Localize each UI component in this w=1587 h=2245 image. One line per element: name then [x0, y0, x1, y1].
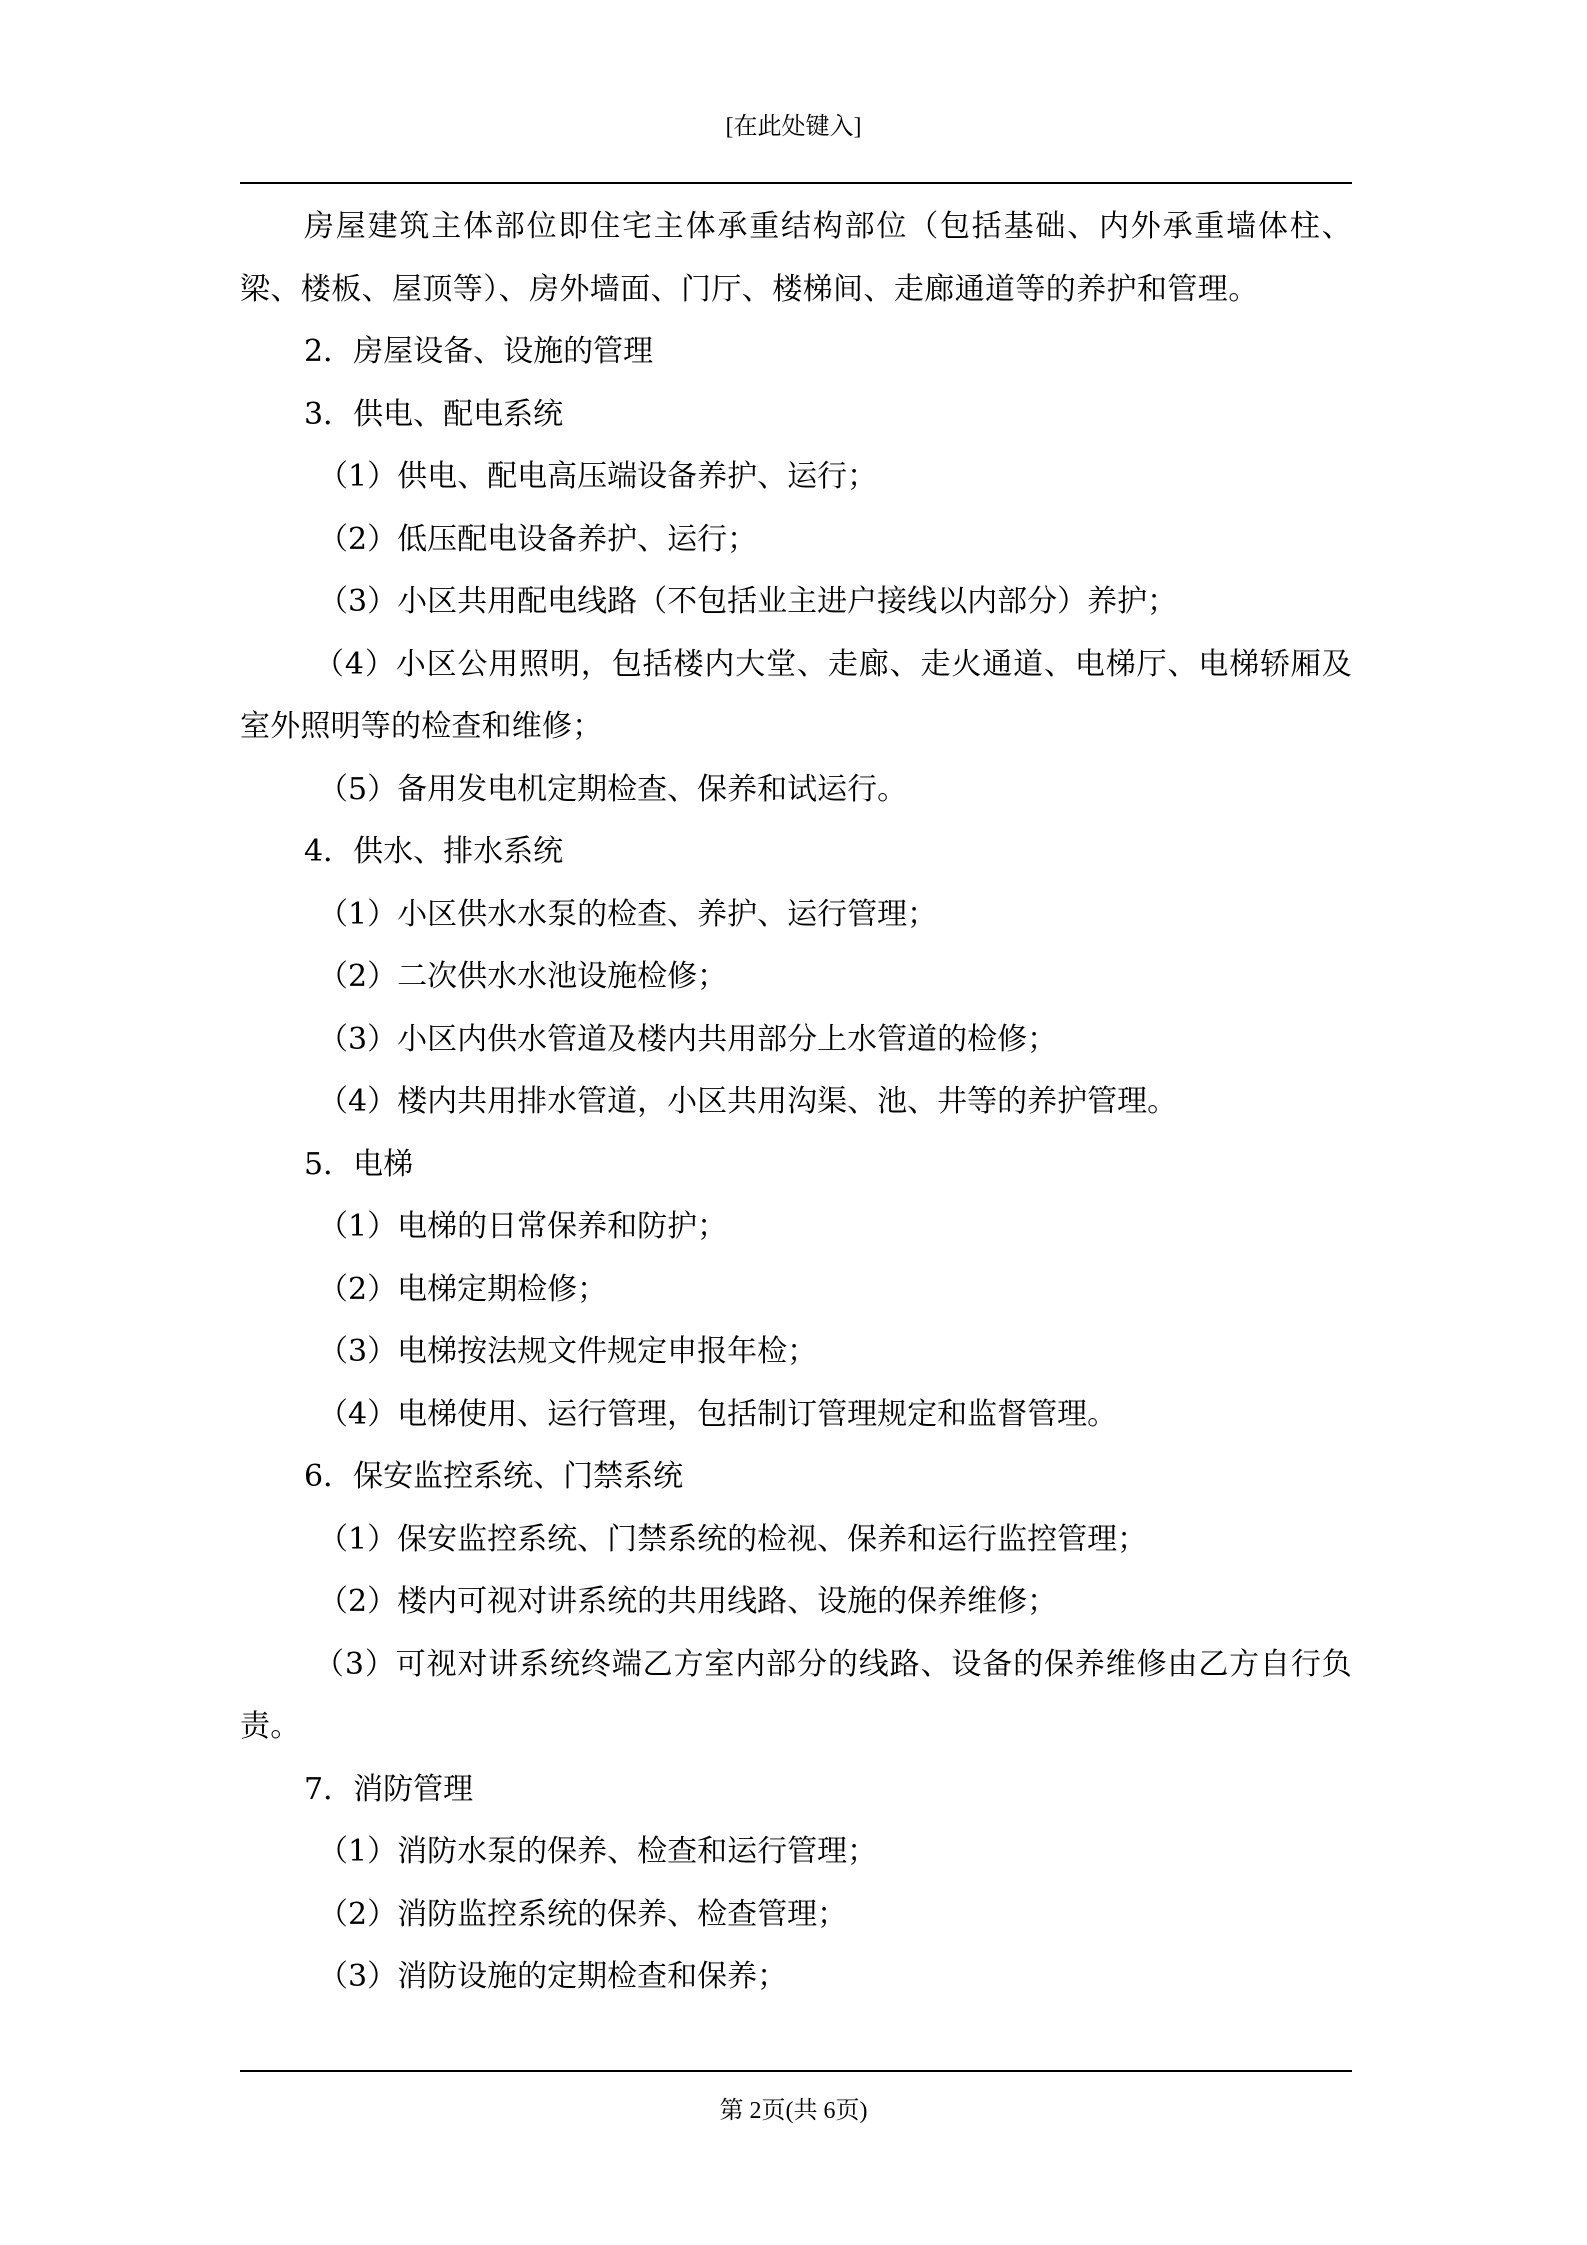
paragraph-main-structure: 房屋建筑主体部位即住宅主体承重结构部位（包括基础、内外承重墙体柱、梁、楼板、屋顶等）、房外墙面、门厅、楼梯间、走廊通道等的养护和管理。	[240, 209, 1352, 307]
list-item: （4）楼内共用排水管道，小区共用沟渠、池、井等的养护管理。	[318, 1084, 1178, 1119]
list-item: （3）小区共用配电线路（不包括业主进户接线以内部分）养护；	[318, 584, 1178, 619]
section-heading-elevator: 5．电梯	[304, 1146, 414, 1182]
list-item: （3）消防设施的定期检查和保养；	[318, 1959, 788, 1994]
list-item: （2）二次供水水池设施检修；	[318, 959, 728, 994]
section-heading-security: 6．保安监控系统、门禁系统	[304, 1459, 684, 1494]
list-item: （3）电梯按法规文件规定申报年检；	[318, 1334, 818, 1369]
list-item: （2）低压配电设备养护、运行；	[318, 521, 758, 557]
list-item: （1）电梯的日常保养和防护；	[318, 1209, 728, 1244]
list-item: （2）消防监控系统的保养、检查管理；	[318, 1896, 848, 1932]
list-item: （5）备用发电机定期检查、保养和试运行。	[318, 771, 908, 807]
section-heading-power: 3．供电、配电系统	[304, 396, 564, 432]
list-item: （2）楼内可视对讲系统的共用线路、设施的保养维修；	[318, 1584, 1058, 1619]
section-heading-water: 4．供水、排水系统	[304, 834, 564, 869]
list-item: （3）小区内供水管道及楼内共用部分上水管道的检修；	[318, 1021, 1058, 1057]
header-rule	[240, 182, 1352, 184]
section-heading-fire: 7．消防管理	[304, 1771, 474, 1807]
list-item: （1）小区供水水泵的检查、养护、运行管理；	[318, 896, 938, 932]
list-item: （4）小区公用照明，包括楼内大堂、走廊、走火通道、电梯厅、电梯轿厢及室外照明等的检查和维修；	[240, 646, 1352, 744]
page-header: [在此处键入]	[725, 114, 862, 140]
list-item: （1）保安监控系统、门禁系统的检视、保养和运行监控管理；	[318, 1521, 1148, 1557]
document-body	[240, 196, 1352, 2009]
list-item: （1）消防水泵的保养、检查和运行管理；	[318, 1834, 878, 1869]
section-heading-equipment: 2．房屋设备、设施的管理	[304, 334, 654, 369]
page-footer: 第 2页(共 6页)	[719, 2098, 868, 2124]
list-item: （3）可视对讲系统终端乙方室内部分的线路、设备的保养维修由乙方自行负责。	[240, 1646, 1352, 1744]
list-item: （1）供电、配电高压端设备养护、运行；	[318, 459, 878, 494]
list-item: （4）电梯使用、运行管理，包括制订管理规定和监督管理。	[318, 1396, 1118, 1432]
list-item: （2）电梯定期检修；	[318, 1271, 608, 1307]
footer-rule	[240, 2070, 1352, 2072]
